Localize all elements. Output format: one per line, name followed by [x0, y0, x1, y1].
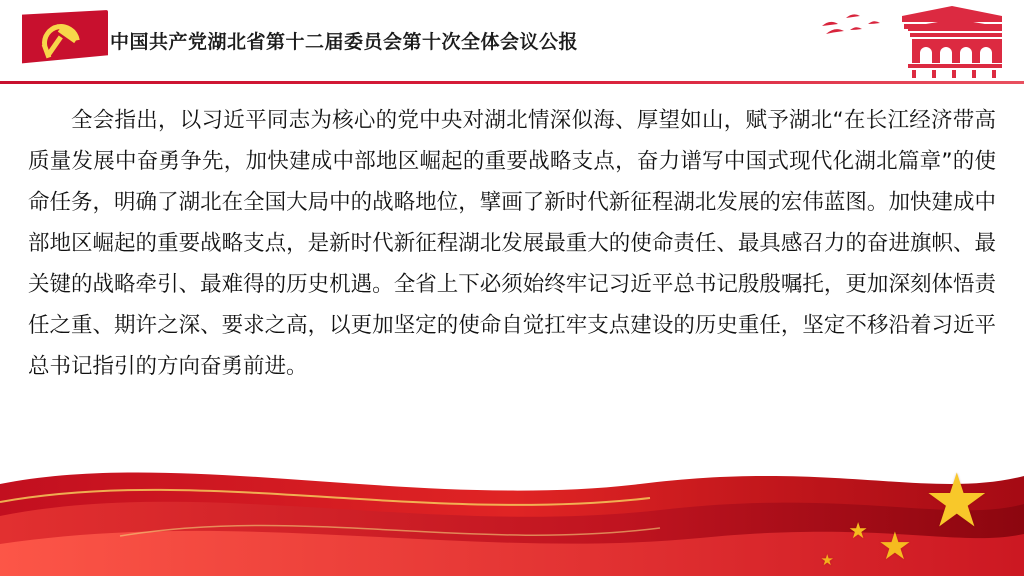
star-icon-small: ★ [848, 518, 868, 543]
star-icon-medium: ★ [877, 526, 912, 568]
body-paragraph: 全会指出，以习近平同志为核心的党中央对湖北情深似海、厚望如山，赋予湖北“在长江经济带高质量发展中奋勇争先，加快建成中部地区崛起的重要战略支点，奋力谱写中国式现代化湖北篇章”的使命任务，明确了湖北在全国大局中的战略地位，擘画了新时代新征程湖北发展的宏伟蓝图。加快建成中部地区崛起的重要战略支点，是新时代新征程湖北发展最重大的使命责任、最具感召力的奋进旗帜、最关键的战略牵引、最难得的历史机遇。全省上下必须始终牢记习近平总书记殷殷嘱托，更加深刻体悟责任之重、期许之深、要求之高，以更加坚定的使命自觉扛牢支点建设的历史重任，坚定不移沿着习近平总书记指引的方向奋勇前进。 [28, 108, 996, 379]
page-title: 中国共产党湖北省第十二届委员会第十次全体会议公报 [110, 32, 579, 53]
party-emblem-icon [22, 10, 108, 72]
red-ribbon-icon [0, 440, 1024, 576]
hammer-sickle-icon [40, 22, 86, 58]
content-area [28, 100, 996, 450]
header-divider [0, 81, 1024, 84]
star-icon-tiny: ★ [820, 552, 834, 569]
slide-header [0, 0, 1024, 82]
star-icon-large: ★ [923, 459, 990, 542]
footer-ribbon [0, 440, 1024, 576]
tiananmen-gate-icon [816, 4, 1002, 78]
